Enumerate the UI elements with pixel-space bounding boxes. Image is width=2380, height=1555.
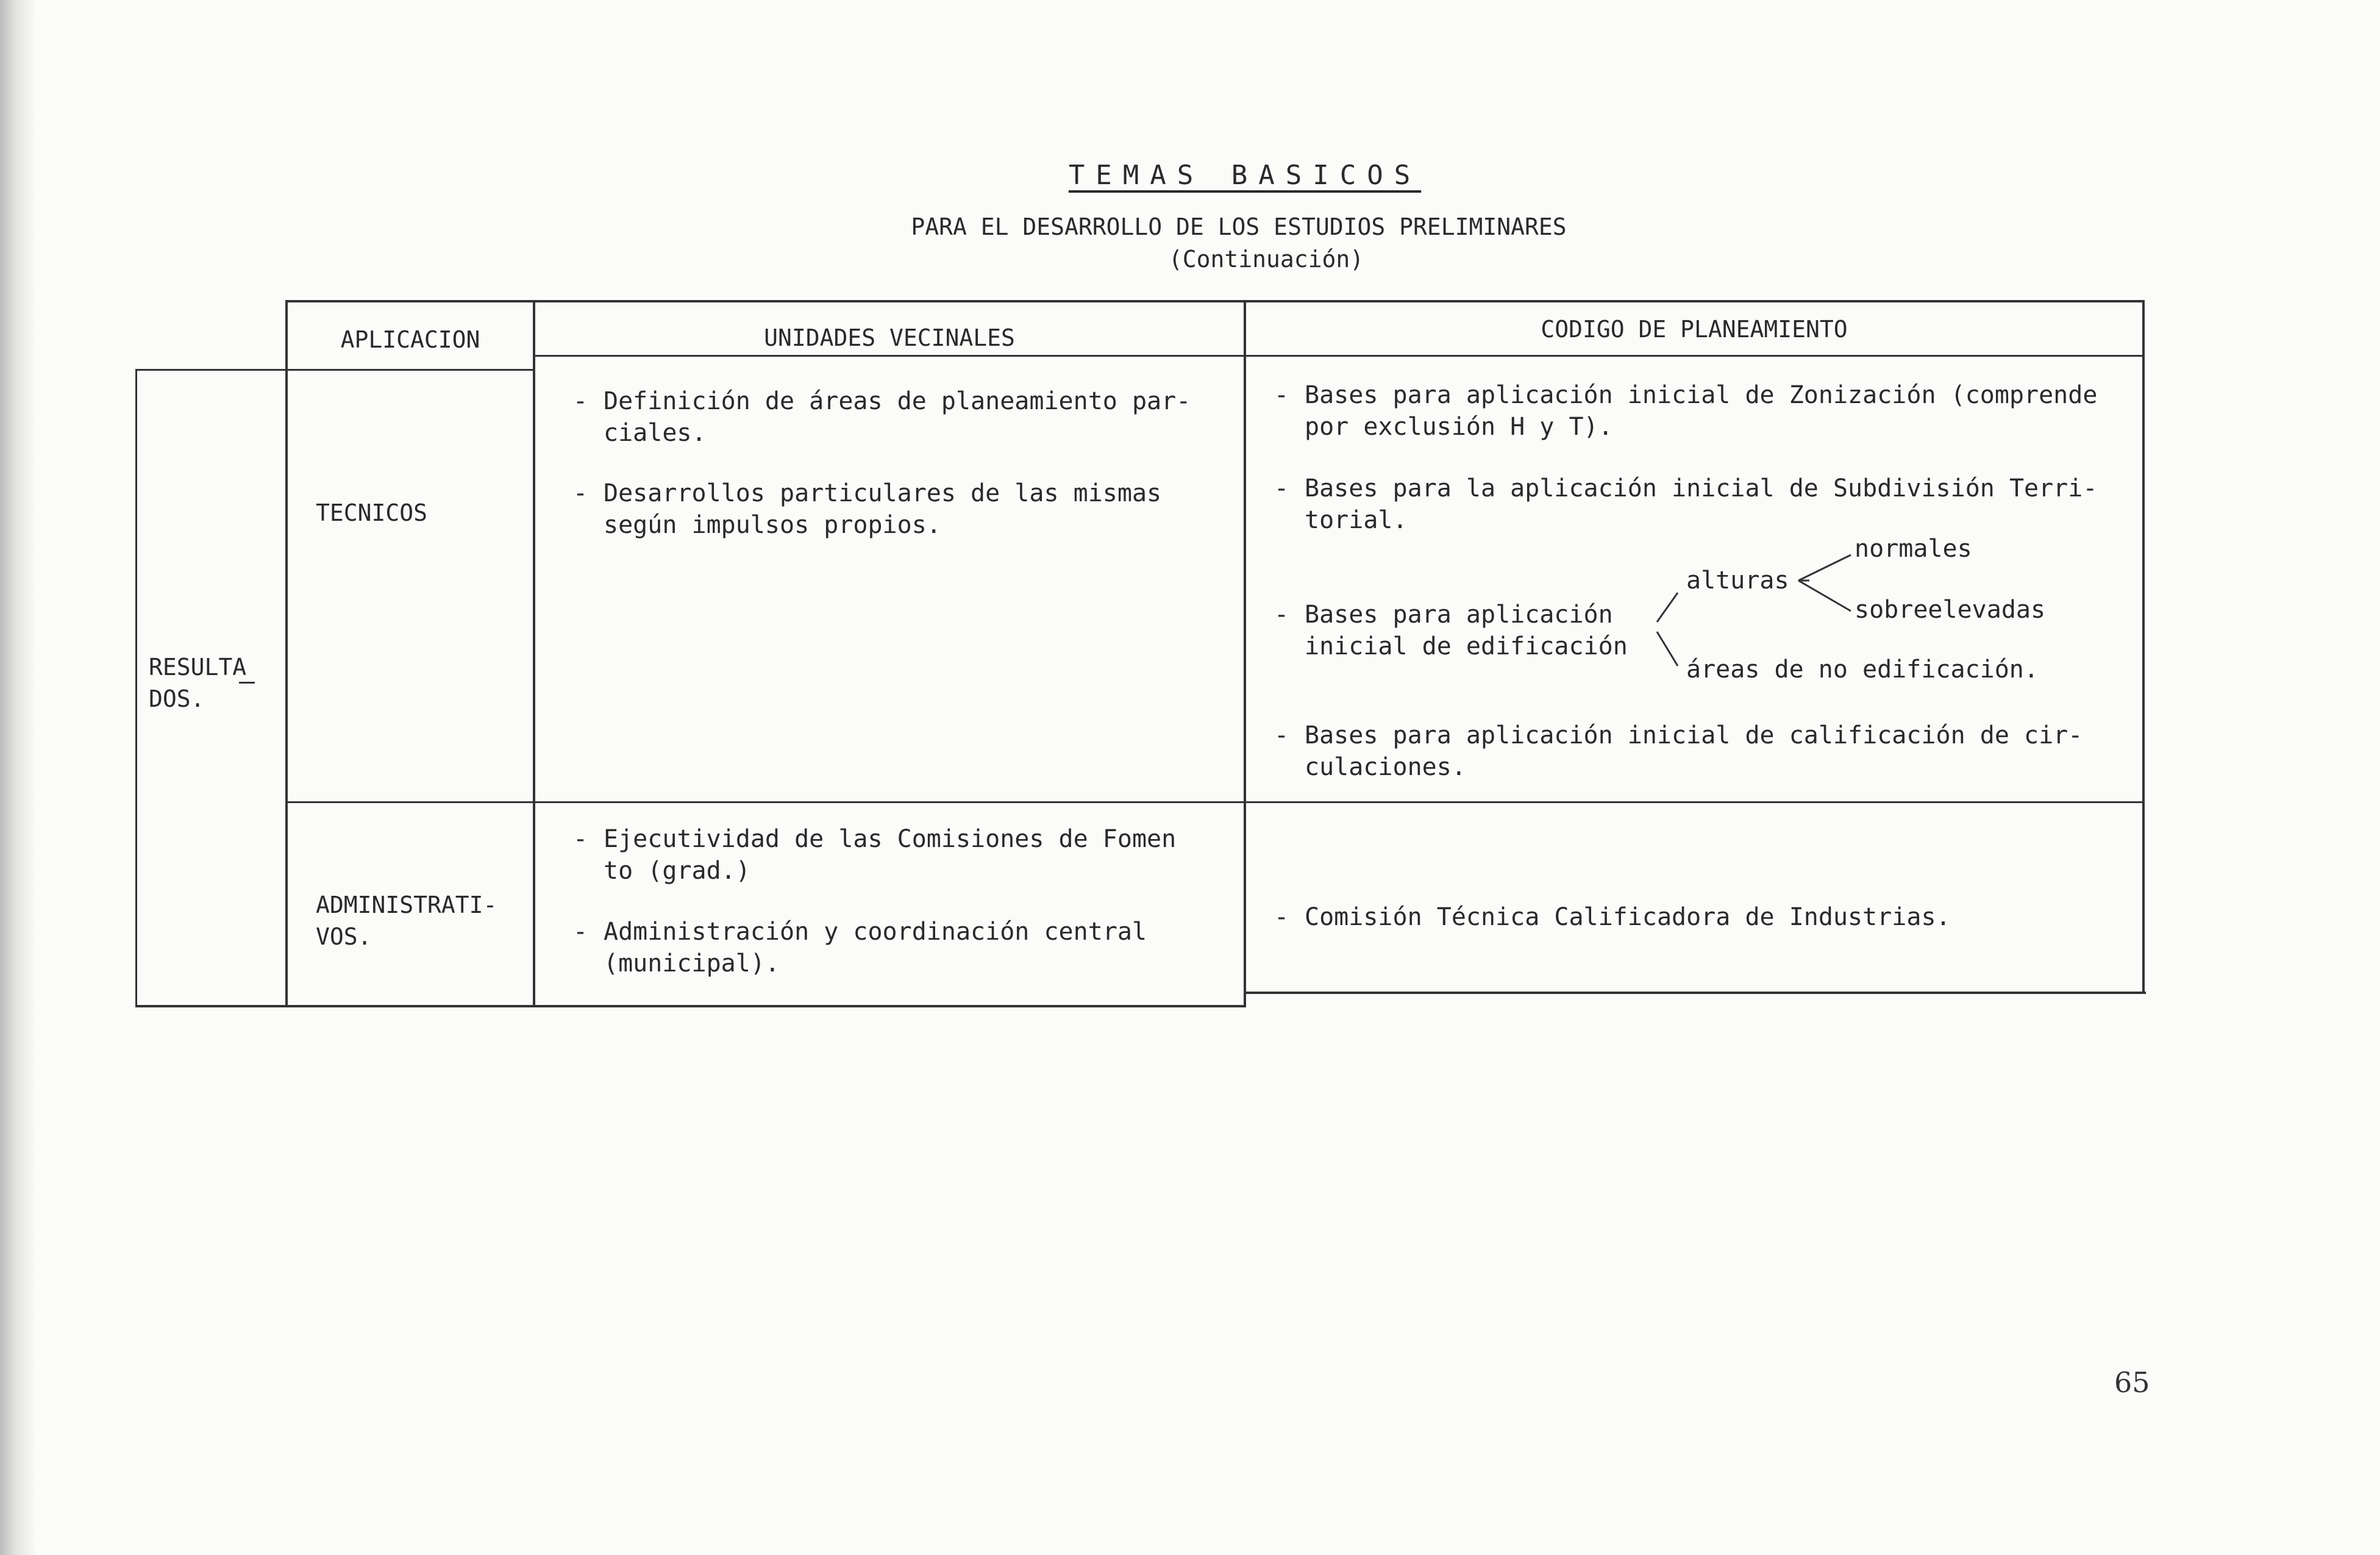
continuation-note: (Continuación) <box>1168 246 1364 273</box>
codigo-item-edificacion: - Bases para aplicación inicial de edificación <box>1274 601 1628 660</box>
codigo-item-circulaciones: - Bases para aplicación inicial de calificación de cir- culaciones. <box>1274 721 2083 781</box>
page-subtitle: PARA EL DESARROLLO DE LOS ESTUDIOS PRELIMINARES <box>911 213 1567 240</box>
header-codigo-planeamiento: CODIGO DE PLANEAMIENTO <box>1541 316 1848 343</box>
branch-alturas: alturas <box>1686 567 1789 595</box>
branch-no-edificacion: áreas de no edificación. <box>1686 656 2039 684</box>
group-label-resultados: RESULTA DOS. <box>149 654 247 712</box>
row-label-administrativos: ADMINISTRATI- VOS. <box>316 892 497 950</box>
page-title: TEMAS BASICOS <box>1068 160 1422 191</box>
codigo-item-subdivision: - Bases para la aplicación inicial de Subdivisión Terri- torial. <box>1274 474 2098 534</box>
unidades-item-ejecutividad: - Ejecutividad de las Comisiones de Fomen to (grad.) <box>573 825 1177 885</box>
header-unidades-vecinales: UNIDADES VECINALES <box>764 324 1015 351</box>
page-number: 65 <box>2114 1366 2150 1399</box>
header-aplicacion: APLICACION <box>340 326 480 353</box>
unidades-item-administracion: - Administración y coordinación central (municipal). <box>573 918 1147 978</box>
codigo-item-zonizacion: - Bases para aplicación inicial de Zonización (comprende por exclusión H y T). <box>1274 381 2098 441</box>
unidades-item-1: - Definición de áreas de planeamiento par- ciales. <box>573 387 1191 447</box>
codigo-item-comision: - Comisión Técnica Calificadora de Industrias. <box>1274 903 1951 931</box>
branch-normales: normales <box>1854 535 1972 563</box>
unidades-item-2: - Desarrollos particulares de las mismas según impulsos propios. <box>573 479 1162 539</box>
row-label-tecnicos: TECNICOS <box>316 499 428 526</box>
branch-sobreelevadas: sobreelevadas <box>1854 596 2046 624</box>
